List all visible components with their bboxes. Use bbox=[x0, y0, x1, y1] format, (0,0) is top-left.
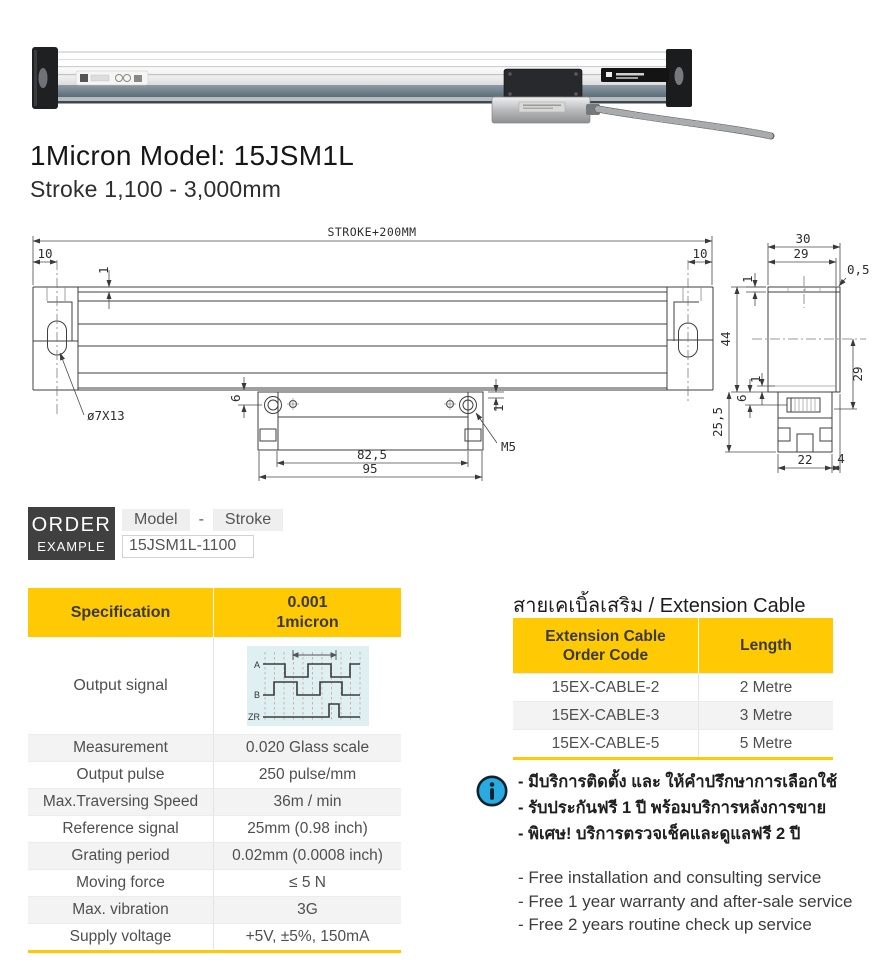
note-english-line: - Free installation and consulting service bbox=[518, 868, 822, 887]
spec-value: 36m / min bbox=[213, 789, 401, 815]
dim-hole-spacing: 82,5 bbox=[356, 447, 388, 462]
ext-order-code: 15EX-CABLE-3 bbox=[551, 706, 660, 724]
spec-value: +5V, ±5%, 150mA bbox=[213, 924, 401, 950]
waveform-label-zr: ZR bbox=[247, 711, 260, 722]
info-icon bbox=[474, 773, 510, 809]
dim-cs-height-right: 29 bbox=[850, 366, 865, 382]
spec-value: 25mm (0.98 inch) bbox=[213, 816, 401, 842]
cross-section-centerlines bbox=[752, 276, 866, 339]
spec-value: ≤ 5 N bbox=[213, 870, 401, 896]
dim-cs-height: 44 bbox=[718, 331, 733, 347]
ext-header-col1-line1: Extension Cable bbox=[545, 627, 666, 645]
drawing-centerlines bbox=[57, 260, 688, 414]
dim-cs-width-outer: 30 bbox=[795, 231, 811, 246]
extension-cable-header bbox=[513, 618, 833, 673]
ext-header-col1-line2: Order Code bbox=[562, 646, 649, 664]
spec-table-header bbox=[28, 588, 401, 637]
ext-order-code: 15EX-CABLE-5 bbox=[551, 734, 660, 752]
spec-value: 0.02mm (0.0008 inch) bbox=[213, 843, 401, 869]
armored-cable bbox=[598, 109, 771, 136]
spec-label: Supply voltage bbox=[69, 928, 172, 945]
drawing-dimension-texts bbox=[37, 225, 869, 476]
spec-label: Grating period bbox=[71, 847, 170, 864]
page-title: 1Micron Model: 15JSM1L bbox=[30, 140, 355, 171]
note-thai-line: - รับประกันฟรี 1 ปี พร้อมบริการหลังการขาย bbox=[518, 799, 827, 817]
model-label-left bbox=[76, 71, 148, 85]
ext-length: 3 Metre bbox=[698, 702, 833, 729]
spec-row-max-traversing-speed bbox=[28, 788, 401, 815]
ext-header-col1 bbox=[513, 618, 699, 673]
spec-label: Max.Traversing Speed bbox=[42, 793, 199, 810]
dim-screw-label: M5 bbox=[501, 439, 517, 454]
waveform-label-b: B bbox=[253, 689, 260, 700]
spec-value: 250 pulse/mm bbox=[213, 762, 401, 788]
spec-label: Max. vibration bbox=[72, 901, 169, 918]
note-thai-line: - พิเศษ! บริการตรวจเช็คและดูแลฟรี 2 ปี bbox=[518, 825, 801, 843]
order-separator: - bbox=[198, 511, 204, 528]
dim-cs-lip: 0,5 bbox=[847, 262, 870, 277]
drawing-cross-section bbox=[768, 287, 840, 452]
drawing-side-view bbox=[33, 287, 713, 390]
spec-header-col2 bbox=[214, 588, 401, 637]
spec-row-max-vibration bbox=[28, 896, 401, 923]
spec-value: 3G bbox=[213, 897, 401, 923]
page-subtitle: Stroke 1,100 - 3,000mm bbox=[30, 176, 282, 202]
ext-row-cable-5 bbox=[513, 729, 833, 757]
dim-cs-foot-width: 22 bbox=[797, 452, 813, 467]
waveform-label-a: A bbox=[253, 659, 260, 670]
ext-row-cable-2 bbox=[513, 673, 833, 701]
order-stroke-label: Stroke bbox=[213, 509, 283, 531]
spec-label: Reference signal bbox=[62, 820, 179, 837]
spec-header-col1: Specification bbox=[28, 588, 214, 637]
spec-row-supply-voltage bbox=[28, 923, 401, 950]
right-end-bracket bbox=[666, 49, 692, 107]
order-format bbox=[122, 509, 283, 531]
note-english-line: - Free 2 years routine check up service bbox=[518, 915, 812, 934]
dim-cs-head-height: 25,5 bbox=[710, 406, 725, 438]
dim-overall-length: STROKE+200MM bbox=[327, 225, 417, 239]
dim-slot-label: ø7X13 bbox=[87, 408, 125, 423]
order-example-line1: ORDER bbox=[31, 513, 112, 536]
dim-head-offset: 6 bbox=[228, 394, 243, 402]
spec-label: Output pulse bbox=[76, 766, 165, 783]
waveform-diagram bbox=[247, 646, 369, 726]
ext-row-cable-3 bbox=[513, 701, 833, 729]
output-signal-cell bbox=[213, 637, 401, 734]
output-signal-label: Output signal bbox=[73, 676, 168, 694]
extension-cable-title: สายเคเบิ้ลเสริม / Extension Cable bbox=[513, 595, 806, 617]
drawing-reading-head bbox=[258, 392, 483, 450]
dim-head-width: 95 bbox=[362, 461, 378, 476]
spec-value: 0.020 Glass scale bbox=[213, 735, 401, 761]
dim-top-step: 1 bbox=[96, 266, 111, 274]
model-label-right bbox=[601, 68, 669, 82]
spec-row-output-pulse bbox=[28, 761, 401, 788]
spec-resolution-unit: 1micron bbox=[276, 613, 339, 631]
order-code-value: 15JSM1L-1100 bbox=[122, 535, 254, 558]
spec-row-measurement bbox=[28, 734, 401, 761]
dim-cs-width-inner: 29 bbox=[793, 246, 809, 261]
dim-cs-step-top: 1 bbox=[740, 275, 755, 283]
service-notes-english bbox=[518, 866, 852, 937]
spec-label: Measurement bbox=[73, 739, 168, 756]
spec-row-reference-signal bbox=[28, 815, 401, 842]
extension-cable-table bbox=[513, 618, 833, 760]
dim-left-offset: 10 bbox=[37, 246, 53, 261]
spec-label: Moving force bbox=[76, 874, 165, 891]
product-photo-linear-scale bbox=[30, 38, 780, 150]
drawing-thin-details bbox=[47, 287, 701, 301]
note-thai-line: - มีบริการติดตั้ง และ ให้คำปรึกษาการเลือกใช้ bbox=[518, 773, 838, 791]
order-example-line2: EXAMPLE bbox=[37, 538, 106, 554]
spec-row-grating-period bbox=[28, 842, 401, 869]
spec-resolution-value: 0.001 bbox=[287, 593, 328, 611]
technical-drawing bbox=[0, 222, 895, 500]
ext-order-code: 15EX-CABLE-2 bbox=[551, 678, 660, 696]
spec-row-output-signal bbox=[28, 637, 401, 734]
spec-row-moving-force bbox=[28, 869, 401, 896]
dim-cs-step-mid: 1 bbox=[748, 375, 763, 383]
note-english-line: - Free 1 year warranty and after-sale service bbox=[518, 891, 853, 911]
drawing-head-crosses bbox=[287, 398, 456, 410]
dim-right-offset: 10 bbox=[692, 246, 708, 261]
ext-length: 5 Metre bbox=[698, 730, 833, 757]
left-end-bracket bbox=[32, 47, 58, 109]
ext-header-col2: Length bbox=[740, 636, 792, 654]
dim-cs-offset: 6 bbox=[734, 394, 749, 402]
order-example-box bbox=[28, 507, 115, 560]
specification-table bbox=[28, 588, 401, 953]
ext-length: 2 Metre bbox=[698, 674, 833, 701]
order-model-label: Model bbox=[122, 509, 190, 531]
dim-head-step: 1 bbox=[491, 404, 506, 412]
drawing-dimensions bbox=[33, 236, 712, 481]
service-notes-thai bbox=[518, 769, 837, 847]
dim-cs-foot-lip: 4 bbox=[837, 451, 845, 466]
